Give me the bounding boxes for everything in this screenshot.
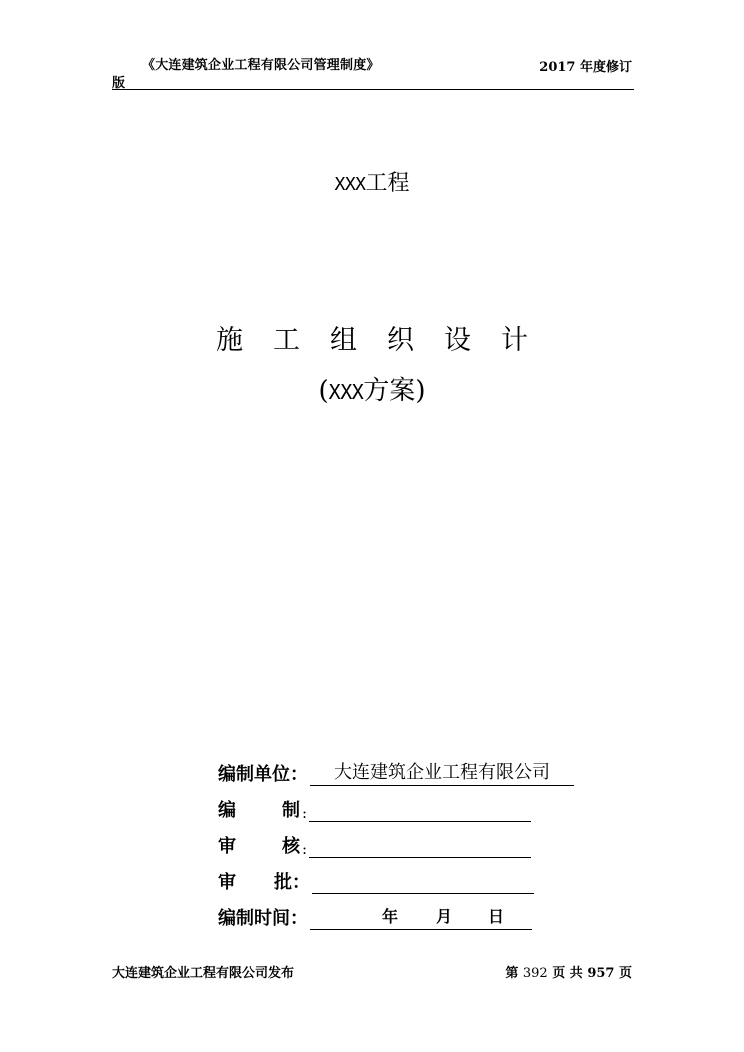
reviewer-label-char-2: 核	[282, 836, 300, 857]
main-title: 施工组织设计	[216, 325, 558, 356]
form-row-approver	[218, 868, 534, 894]
time-label: 编制时间：	[218, 908, 308, 929]
approver-label-char-1: 审	[218, 872, 236, 893]
editor-label-char-1: 编	[218, 800, 236, 821]
footer-page-info	[505, 962, 632, 981]
approver-label-char-2: 批：	[274, 872, 310, 893]
project-title	[0, 166, 744, 197]
editor-label	[218, 796, 300, 822]
approver-label	[218, 868, 310, 894]
sub-close-paren: )	[415, 376, 426, 406]
header-divider	[112, 89, 634, 90]
month-label: 月	[436, 907, 453, 926]
unit-value: 大连建筑企业工程有限公司	[310, 763, 574, 786]
form-row-editor	[218, 796, 531, 822]
form-row-time	[218, 904, 532, 930]
page-number: 392	[522, 966, 548, 981]
header-revision-wrap: 版	[112, 76, 126, 91]
header-title: 《大连建筑企业工程有限公司管理制度》	[142, 58, 380, 73]
reviewer-colon: :	[302, 840, 308, 858]
date-field[interactable]	[310, 907, 532, 930]
reviewer-label-char-1: 审	[218, 836, 236, 857]
year-label: 年	[382, 907, 399, 926]
page-mid: 页 共	[552, 966, 583, 981]
form-row-reviewer	[218, 832, 531, 858]
editor-field[interactable]	[309, 801, 531, 822]
editor-colon: :	[302, 804, 308, 822]
sub-open-paren: (	[318, 376, 329, 406]
project-suffix: 工程	[365, 171, 410, 196]
footer-publisher: 大连建筑企业工程有限公司发布	[112, 966, 295, 981]
editor-label-char-2: 制	[282, 800, 300, 821]
sub-prefix: XXX	[328, 380, 364, 404]
page-prefix: 第	[505, 966, 519, 981]
sub-title	[0, 370, 744, 407]
page-total: 957	[587, 966, 615, 981]
day-label: 日	[488, 907, 505, 926]
reviewer-label	[218, 832, 300, 858]
sub-suffix: 方案	[363, 376, 416, 406]
project-prefix: XXX	[334, 174, 366, 195]
page-suffix: 页	[618, 966, 632, 981]
form-row-unit	[218, 760, 574, 786]
approver-field[interactable]	[312, 873, 534, 894]
reviewer-field[interactable]	[309, 837, 531, 858]
header-revision: 2017 年度修订	[539, 60, 632, 75]
unit-label: 编制单位：	[218, 764, 308, 785]
